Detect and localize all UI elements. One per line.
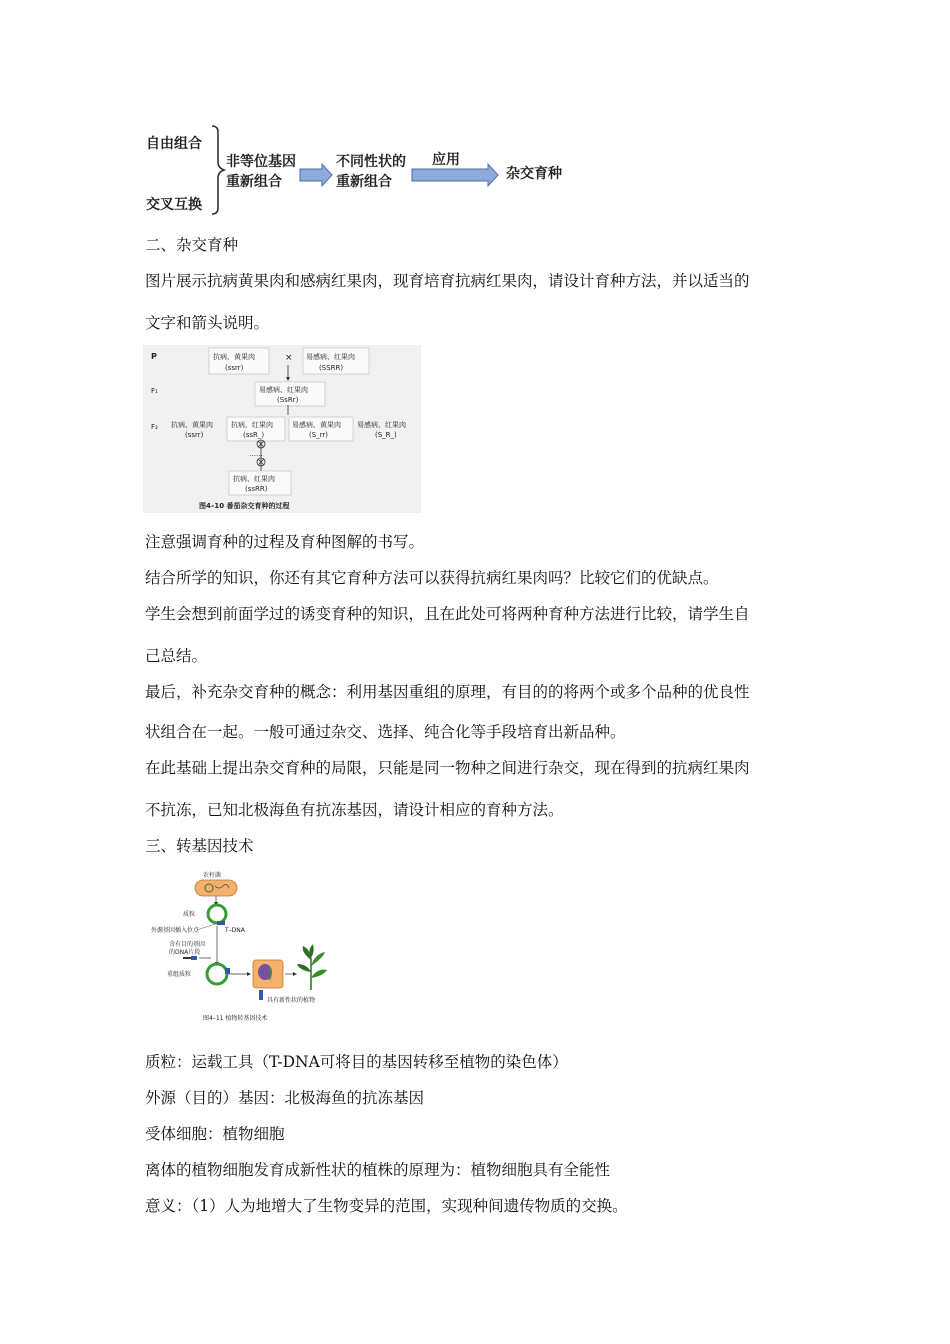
concept-box2-line2: 重新组合 bbox=[336, 174, 392, 190]
section2-heading: 二、杂交育种 bbox=[145, 236, 239, 254]
section3-heading: 三、转基因技术 bbox=[145, 837, 254, 855]
section2-para-line2: 文字和箭头说明。 bbox=[145, 314, 270, 332]
target-gene-line1: 含有目的基因 bbox=[169, 941, 206, 948]
row-label-f1: F₁ bbox=[151, 387, 158, 395]
f2-3-geno: (S_rr) bbox=[309, 431, 329, 439]
para-limit-line1: 在此基础上提出杂交育种的局限，只能是同一物种之间进行杂交，现在得到的抗病红果肉 bbox=[145, 759, 750, 777]
concept-brace bbox=[212, 126, 224, 214]
row-label-p: P bbox=[151, 352, 157, 361]
p-left-name: 抗病、黄果肉 bbox=[213, 353, 255, 361]
concept-arrow-1 bbox=[300, 164, 332, 186]
new-plant-label: 具有新性状的植物 bbox=[267, 997, 316, 1004]
f2-4-geno: (S_R_) bbox=[375, 431, 397, 439]
p-left-geno: (ssrr) bbox=[225, 364, 244, 372]
section2-para-line1: 图片展示抗病黄果肉和感病红果肉，现育培育抗病红果肉，请设计育种方法，并以适当的 bbox=[145, 272, 750, 290]
cross-symbol: × bbox=[285, 353, 293, 363]
plasmid-label: 质粒 bbox=[183, 911, 196, 918]
bacterium-cell bbox=[195, 880, 237, 896]
bacterium-label: 农杆菌 bbox=[203, 872, 222, 879]
figure-4-11-caption: 图4–11 植物转基因技术 bbox=[203, 1015, 268, 1022]
f2-3-name: 易感病、黄果肉 bbox=[292, 421, 341, 429]
figure-4-11 bbox=[145, 866, 335, 1026]
f2-1-geno: (ssrr) bbox=[185, 431, 204, 439]
generation-dots: …… bbox=[249, 450, 263, 458]
concept-box2-line1: 不同性状的 bbox=[336, 154, 406, 170]
para-limit-line2: 不抗冻，已知北极海鱼有抗冻基因，请设计相应的育种方法。 bbox=[145, 801, 564, 819]
p-right-geno: (SSRR) bbox=[319, 364, 344, 372]
para-question: 结合所学的知识，你还有其它育种方法可以获得抗病红果肉吗？比较它们的优缺点。 bbox=[145, 569, 719, 587]
f2-2-name: 抗病、红果肉 bbox=[231, 421, 273, 429]
insert-site-label: 外源基因插入位点 bbox=[151, 927, 200, 934]
para-emphasis: 注意强调育种的过程及育种图解的书写。 bbox=[145, 533, 425, 551]
para-concept-line2: 状组合在一起。一般可通过杂交、选择、纯合化等手段培育出新品种。 bbox=[145, 723, 626, 741]
note-recipient-cell: 受体细胞：植物细胞 bbox=[145, 1125, 285, 1143]
concept-box1-line2: 重新组合 bbox=[226, 174, 282, 190]
figure-4-10-caption: 图4–10 番茄杂交育种的过程 bbox=[199, 502, 290, 510]
tdna-label: T–DNA bbox=[225, 927, 245, 934]
para-concept-line1: 最后，补充杂交育种的概念：利用基因重组的原理，有目的的将两个或多个品种的优良性 bbox=[145, 683, 750, 701]
p-right-name: 易感病、红果肉 bbox=[306, 353, 355, 361]
final-name: 抗病、红果肉 bbox=[233, 475, 275, 483]
para-mutation-line2: 己总结。 bbox=[145, 647, 208, 665]
concept-box1-line1: 非等位基因 bbox=[226, 154, 296, 170]
row-label-f2: F₂ bbox=[151, 423, 158, 431]
final-geno: (ssRR) bbox=[245, 485, 268, 493]
note-foreign-gene: 外源（目的）基因：北极海鱼的抗冻基因 bbox=[145, 1089, 425, 1107]
note-plasmid: 质粒：运载工具（T-DNA可将目的基因转移至植物的染色体） bbox=[145, 1053, 568, 1071]
f1-name: 易感病、红果肉 bbox=[259, 386, 308, 394]
f1-geno: (SsRr) bbox=[277, 396, 299, 404]
concept-left-top: 自由组合 bbox=[146, 136, 202, 152]
para-mutation-line1: 学生会想到前面学过的诱变育种的知识，且在此处可将两种育种方法进行比较，请学生自 bbox=[145, 605, 750, 623]
concept-arrow-label: 应用 bbox=[432, 152, 460, 168]
concept-result: 杂交育种 bbox=[506, 166, 562, 182]
figure-4-10 bbox=[143, 345, 421, 513]
f2-1-name: 抗病、黄果肉 bbox=[171, 421, 213, 429]
note-significance: 意义：（1）人为地增大了生物变异的范围，实现种间遗传物质的交换。 bbox=[145, 1197, 628, 1215]
recombinant-label: 重组质粒 bbox=[167, 971, 192, 978]
concept-diagram bbox=[140, 118, 580, 220]
f2-2-geno: (ssR_) bbox=[243, 431, 265, 439]
f2-4-name: 易感病、红果肉 bbox=[357, 421, 406, 429]
target-gene-line2: 的DNA片段 bbox=[169, 949, 201, 956]
note-totipotency: 离体的植物细胞发育成新性状的植株的原理为：植物细胞具有全能性 bbox=[145, 1161, 611, 1179]
concept-left-bottom: 交叉互换 bbox=[146, 197, 202, 213]
